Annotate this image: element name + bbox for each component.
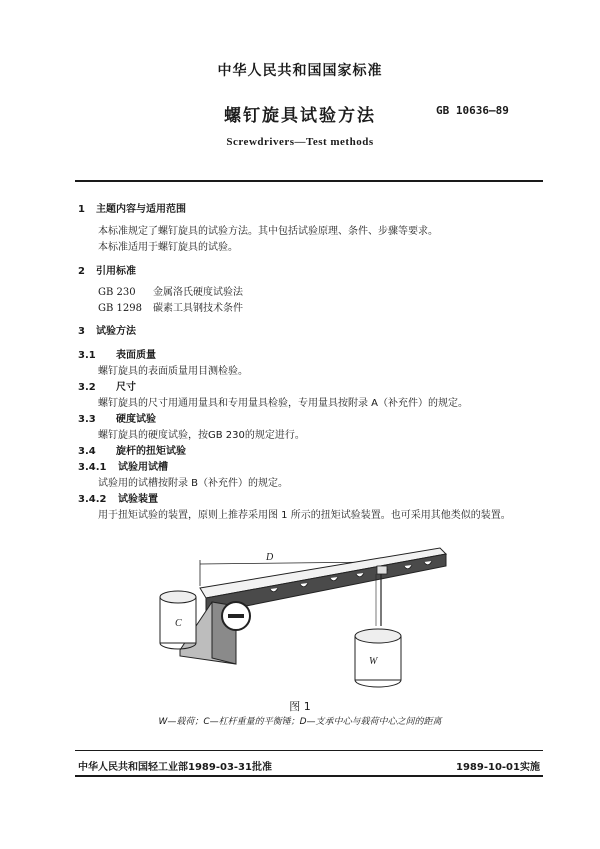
- section-number: 3.4.1: [78, 462, 107, 473]
- reference-item: [98, 299, 243, 314]
- section-number: 3.4: [78, 446, 96, 457]
- section-title: 引用标准: [96, 266, 136, 277]
- section-title: 试验装置: [118, 494, 158, 505]
- load-weight: [355, 629, 401, 687]
- reference-name: 金属洛氏硬度试验法: [153, 287, 243, 298]
- section-number: 3.2: [78, 382, 96, 393]
- section-3-4-1-heading: [78, 458, 168, 473]
- section-2-heading: [78, 262, 136, 277]
- section-3-3-text: 螺钉旋具的硬度试验，按GB 230的规定进行。: [98, 430, 305, 441]
- section-3-4-2-heading: [78, 490, 158, 505]
- reference-code: GB 230: [98, 287, 136, 298]
- section-title: 旋杆的扭矩试验: [116, 446, 186, 457]
- section-3-4-heading: [78, 442, 186, 457]
- section-3-4-2-text: 用于扭矩试验的装置，原则上推荐采用图 1 所示的扭矩试验装置。也可采用其他类似的装置。: [98, 510, 511, 521]
- section-number: 3.3: [78, 414, 96, 425]
- english-title: Screwdrivers—Test methods: [226, 136, 374, 148]
- section-3-1-text: 螺钉旋具的表面质量用目测检验。: [98, 366, 248, 377]
- footer-bottom-divider: [75, 775, 543, 777]
- effective-date: 1989-10-01实施: [456, 762, 540, 773]
- document-title: 螺钉旋具试验方法: [224, 106, 376, 126]
- weight-label-w: W: [369, 656, 378, 667]
- figure-caption: 图 1: [289, 700, 311, 713]
- section-title: 试验用试槽: [118, 462, 168, 473]
- torque-test-apparatus-figure: [0, 540, 600, 690]
- section-3-heading: [78, 322, 136, 337]
- dimension-label-d: D: [266, 552, 274, 563]
- approval-statement: 中华人民共和国轻工业部1989-03-31批准: [78, 762, 272, 773]
- section-3-4-1-text: 试验用的试槽按附录 B（补充件）的规定。: [98, 478, 289, 489]
- section-number: 3.4.2: [78, 494, 107, 505]
- standard-type: 中华人民共和国国家标准: [217, 63, 383, 79]
- section-number: 3.1: [78, 350, 96, 361]
- section-3-2-heading: [78, 378, 136, 393]
- reference-code: GB 1298: [98, 303, 142, 314]
- reference-name: 碳素工具钢技术条件: [153, 303, 243, 314]
- section-title: 尺寸: [116, 382, 136, 393]
- section-title: 表面质量: [116, 350, 156, 361]
- section-number: 1: [78, 204, 85, 215]
- counterweight-label-c: C: [175, 618, 182, 629]
- section-1-para-1: 本标准规定了螺钉旋具的试验方法。其中包括试验原理、条件、步骤等要求。: [98, 226, 438, 237]
- section-3-2-text: 螺钉旋具的尺寸用通用量具和专用量具检验，专用量具按附录 A（补充件）的规定。: [98, 398, 469, 409]
- section-title: 试验方法: [96, 326, 136, 337]
- section-number: 2: [78, 266, 85, 277]
- section-number: 3: [78, 326, 85, 337]
- section-3-3-heading: [78, 410, 156, 425]
- figure-note: W—载荷；C—杠杆重量的平衡锤；D—支承中心与载荷中心之间的距离: [158, 717, 442, 727]
- section-1-heading: [78, 200, 186, 215]
- header-divider: [75, 180, 543, 182]
- pivot-slot: [228, 614, 244, 618]
- load-hanger-block: [377, 566, 387, 574]
- section-1-para-2: 本标准适用于螺钉旋具的试验。: [98, 242, 238, 253]
- standard-code: GB 10636—89: [436, 104, 509, 117]
- section-title: 硬度试验: [116, 414, 156, 425]
- footer-divider: [75, 750, 543, 751]
- section-title: 主题内容与适用范围: [96, 204, 186, 215]
- reference-item: [98, 283, 243, 298]
- section-3-1-heading: [78, 346, 156, 361]
